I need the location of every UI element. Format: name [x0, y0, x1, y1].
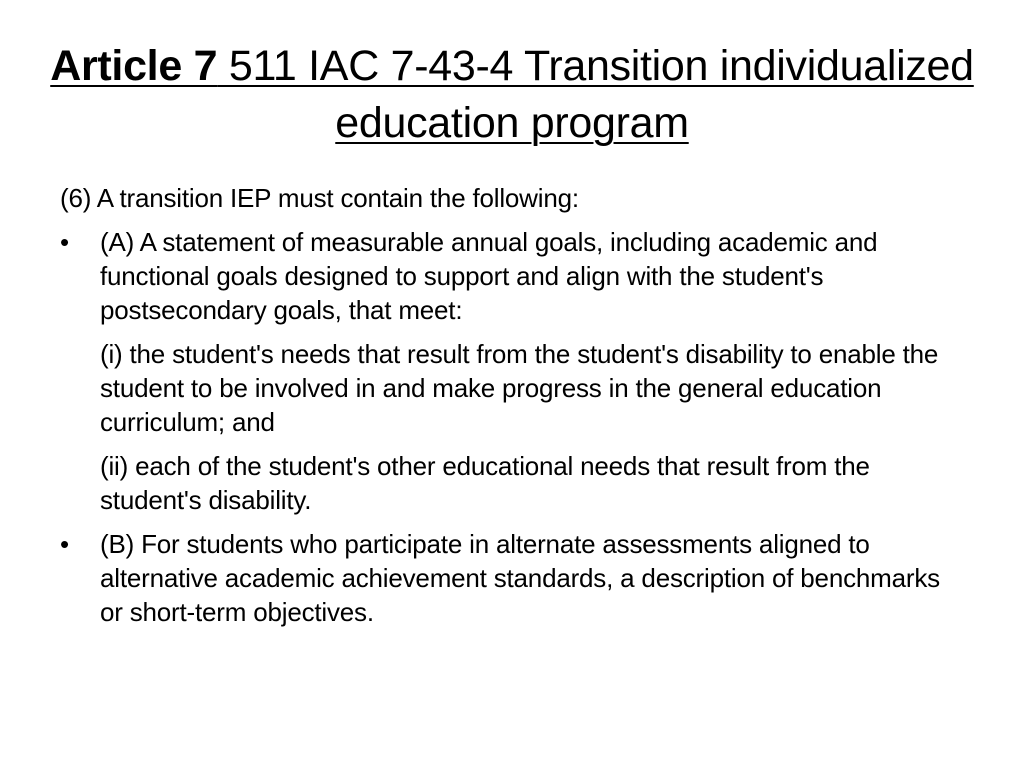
bullet-item-b: [60, 527, 960, 629]
bullet-dot-icon: •: [60, 227, 69, 257]
title-text: 511 IAC 7-43-4 Transition individualized education program: [217, 42, 974, 147]
title-bold-text: Article 7: [50, 42, 218, 90]
slide-title: [40, 38, 984, 152]
sub-item-ii: (ii) each of the student's other educational needs that result from the student's disability.: [100, 451, 870, 515]
intro-text: (6) A transition IEP must contain the following:: [60, 183, 579, 213]
bullet-dot-icon: •: [60, 529, 69, 559]
bullet-item-a-text: (A) A statement of measurable annual goals, including academic and functional goals designed to support and align with the student's postsecondary goals, that meet:: [100, 227, 878, 325]
slide-body: [60, 181, 960, 639]
bullet-item-b-text: (B) For students who participate in alternate assessments aligned to alternative academic achievement standards, a description of benchmarks or short-term objectives.: [100, 529, 940, 627]
sub-item-i: (i) the student's needs that result from the student's disability to enable the student to be involved in and make progress in the general education curriculum; and: [100, 339, 939, 437]
bullet-item-a: [60, 225, 960, 327]
